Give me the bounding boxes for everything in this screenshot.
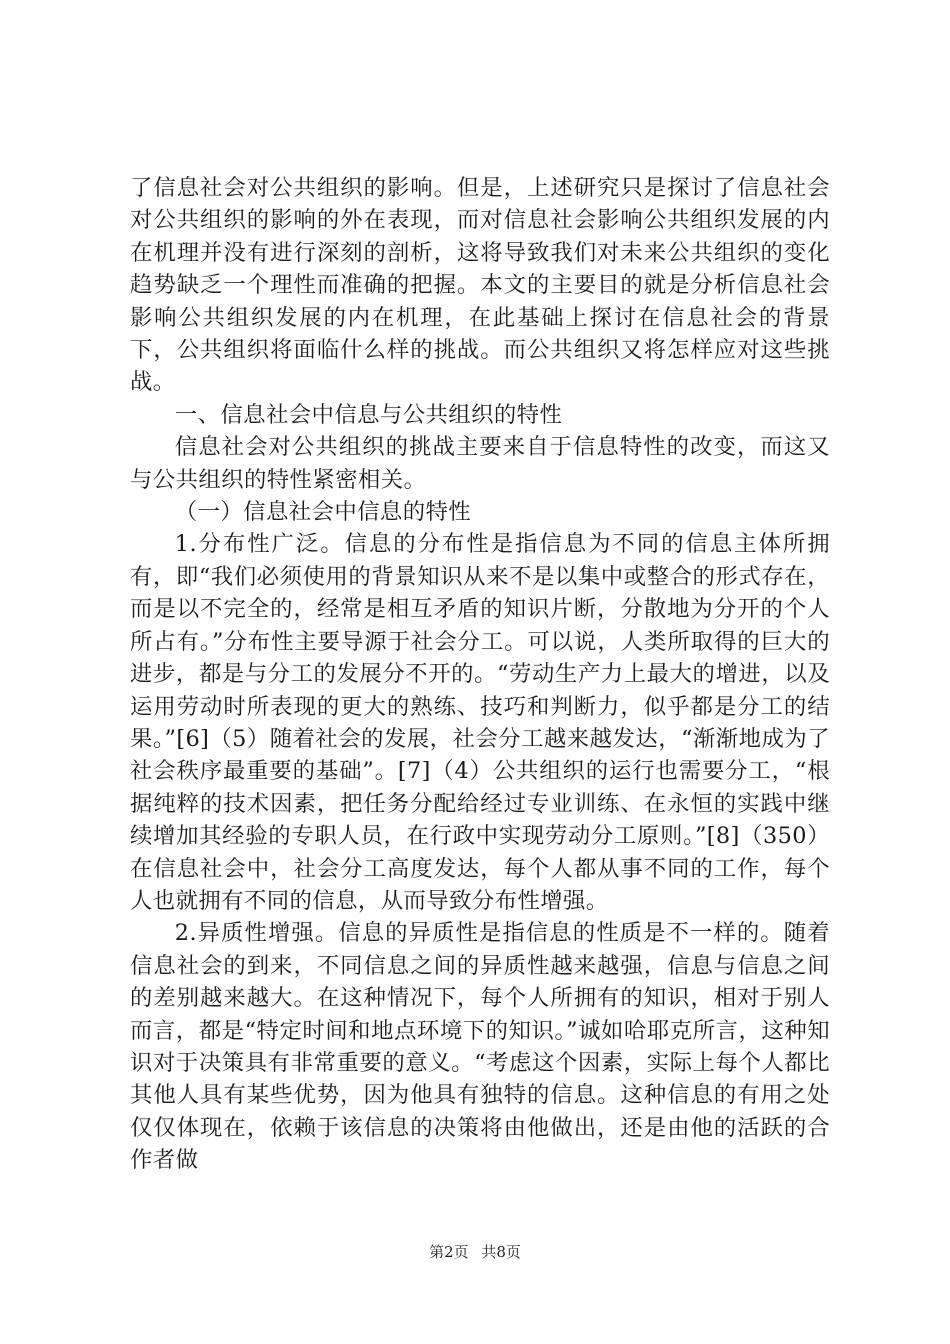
page-total: 共8页: [481, 1243, 521, 1261]
page-number: 第2页: [429, 1243, 469, 1261]
paragraph-distribution: 1.分布性广泛。信息的分布性是指信息为不同的信息主体所拥有，即“我们必须使用的背景知识从来不是以集中或整合的形式存在，而是以不完全的，经常是相互矛盾的知识片断，分散地为分开的个人所占有。”分布性主要导源于社会分工。可以说，人类所取得的巨大的进步，都是与分工的发展分不开的。“劳动生产力上最大的增进，以及运用劳动时所表现的更大的熟练、技巧和判断力，似乎都是分工的结果。”[6]（5）随着社会的发展，社会分工越来越发达，“渐渐地成为了社会秩序最重要的基础”。[7]（4）公共组织的运行也需要分工，“根据纯粹的技术因素，把任务分配给经过专业训练、在永恒的实践中继续增加其经验的专职人员，在行政中实现劳动分工原则。”[8]（350）在信息社会中，社会分工高度发达，每个人都从事不同的工作，每个人也就拥有不同的信息，从而导致分布性增强。: [130, 531, 830, 914]
section-heading-1: 一、信息社会中信息与公共组织的特性: [174, 401, 563, 428]
paragraph-intro-continued: 了信息社会对公共组织的影响。但是，上述研究只是探讨了信息社会对公共组织的影响的外在表现，而对信息社会影响公共组织发展的内在机理并没有进行深刻的剖析，这将导致我们对未来公共组织的变化趋势缺乏一个理性而准确的把握。本文的主要目的就是分析信息社会影响公共组织发展的内在机理，在此基础上探讨在信息社会的背景下，公共组织将面临什么样的挑战。而公共组织又将怎样应对这些挑战。: [130, 175, 830, 396]
paragraph-heterogeneity: 2.异质性增强。信息的异质性是指信息的性质是不一样的。随着信息社会的到来，不同信息之间的异质性越来越强，信息与信息之间的差别越来越大。在这种情况下，每个人所拥有的知识，相对于别人而言，都是“特定时间和地点环境下的知识。”诚如哈耶克所言，这种知识对于决策具有非常重要的意义。“考虑这个因素，实际上每个人都比其他人具有某些优势，因为他具有独特的信息。这种信息的有用之处仅仅体现在，依赖于该信息的决策将由他做出，还是由他的活跃的合作者做: [130, 920, 830, 1174]
subsection-heading-1: （一）信息社会中信息的特性: [174, 499, 472, 526]
paragraph-section-intro: 信息社会对公共组织的挑战主要来自于信息特性的改变，而这又与公共组织的特性紧密相关。: [130, 434, 830, 493]
document-body: [130, 172, 830, 1177]
page-footer: [0, 1242, 950, 1262]
